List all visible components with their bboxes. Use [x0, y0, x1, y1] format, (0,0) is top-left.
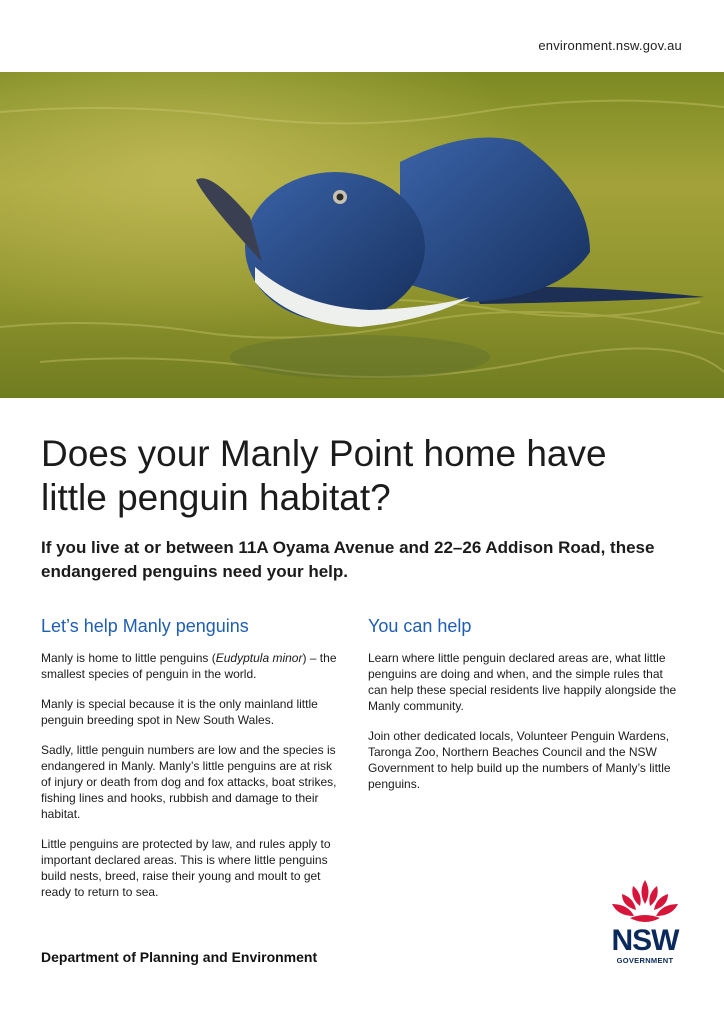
nsw-logo-subtext: GOVERNMENT [616, 956, 674, 965]
right-paragraph-2: Join other dedicated locals, Volunteer Penguin Wardens, Taronga Zoo, Northern Beaches Council and the NSW Government to help build up the numbers of Manly’s little penguins. [368, 729, 671, 791]
right-column-heading: You can help [368, 616, 472, 636]
left-paragraph-3: Sadly, little penguin numbers are low and the species is endangered in Manly. Manly’s little penguins are at risk of injury or death from dog and fox attacks, boat strikes, fishing lines and hooks, rubbish and damage to their habitat. [41, 743, 337, 821]
page-title: Does your Manly Point home have little penguin habitat? [41, 433, 607, 518]
right-column [368, 614, 683, 806]
left-column-heading: Let’s help Manly penguins [41, 616, 249, 636]
department-name: Department of Planning and Environment [41, 949, 318, 965]
nsw-logo-text: NSW [611, 924, 679, 957]
left-paragraph-1-start: Manly is home to little penguins ( [41, 651, 216, 665]
page-subtitle: If you live at or between 11A Oyama Avenue and 22–26 Addison Road, these endangered penguins need your help. [41, 538, 655, 581]
waratah-flower-icon [600, 876, 690, 928]
left-paragraph-2: Manly is special because it is the only mainland little penguin breeding spot in New South Wales. [41, 697, 318, 727]
site-url[interactable]: environment.nsw.gov.au [538, 38, 682, 53]
left-paragraph-4: Little penguins are protected by law, and rules apply to important declared areas. This is where little penguins build nests, breed, raise their young and moult to get ready to return to sea. [41, 837, 331, 899]
left-paragraph-1-end: ) – the smallest species of penguin in the world. [41, 651, 337, 681]
species-name: Eudyptula minor [215, 651, 303, 665]
right-paragraph-1: Learn where little penguin declared areas are, what little penguins are doing and when, and the simple rules that can help these special residents live happily alongside the Manly community. [368, 651, 677, 713]
left-paragraph-1 [41, 650, 341, 682]
left-column [41, 614, 341, 914]
hero-penguin-photo [0, 72, 724, 398]
